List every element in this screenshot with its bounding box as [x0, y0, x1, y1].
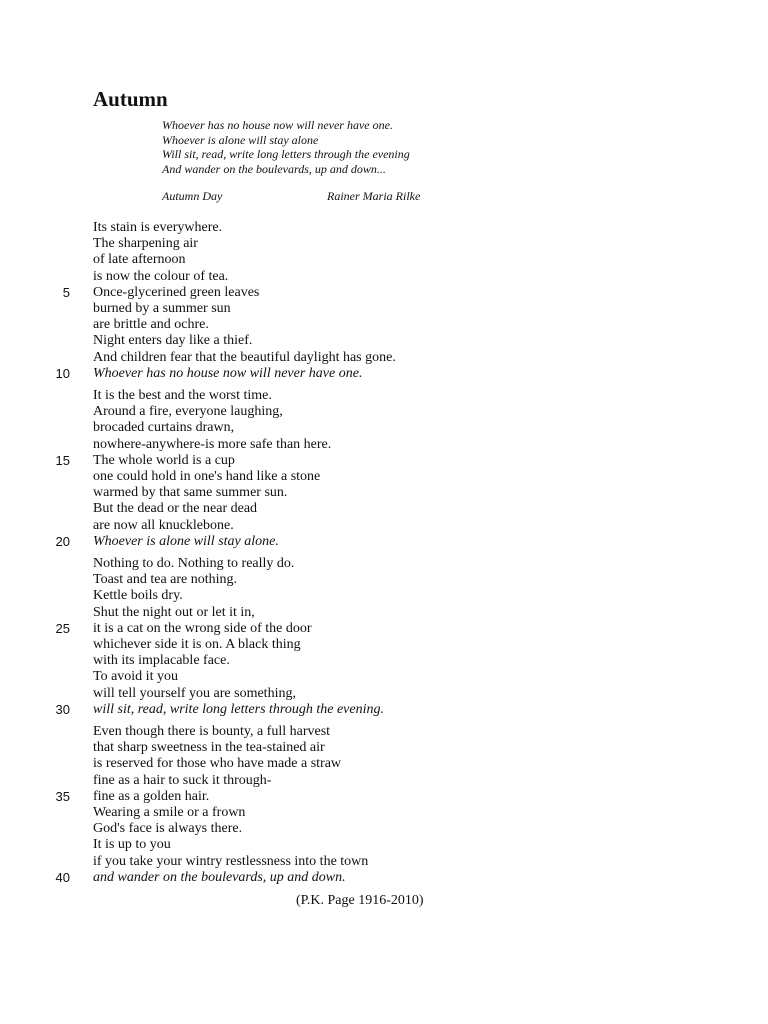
stanza-3 — [0, 556, 768, 718]
poem-line — [0, 773, 768, 789]
line-number: 25 — [55, 620, 70, 636]
line-text: if you take your wintry restlessness into the town — [93, 853, 369, 869]
line-text: To avoid it you — [93, 669, 178, 685]
epigraph-line: Whoever is alone will stay alone — [162, 132, 319, 147]
stanza-4 — [0, 724, 768, 886]
poem-line-refrain — [0, 534, 768, 550]
epigraph-line: Whoever has no house now will never have one. — [162, 118, 393, 132]
line-text: of late afternoon — [93, 252, 186, 268]
poem-line — [0, 317, 768, 333]
poem-line — [0, 420, 768, 436]
poem-line — [0, 485, 768, 501]
stanza-1 — [0, 220, 768, 382]
line-text: Night enters day like a thief. — [93, 333, 253, 349]
epigraph-work-title: Autumn Day — [162, 189, 223, 203]
poem-line — [0, 437, 768, 453]
poem-line — [0, 501, 768, 517]
line-text: is reserved for those who have made a straw — [93, 756, 342, 772]
poem-line — [0, 252, 768, 268]
line-number: 15 — [55, 452, 70, 468]
epigraph-source — [162, 189, 462, 204]
line-number: 40 — [55, 869, 70, 885]
epigraph — [162, 118, 462, 176]
line-text: that sharp sweetness in the tea-stained air — [93, 740, 325, 756]
poem-line — [0, 220, 768, 236]
line-text: fine as a golden hair. — [93, 788, 210, 804]
line-text: God's face is always there. — [93, 821, 243, 837]
poem-line — [0, 469, 768, 485]
poem-line — [0, 588, 768, 604]
poem-line — [0, 805, 768, 821]
line-number: 20 — [55, 533, 70, 549]
poem-line — [0, 333, 768, 349]
poem-line — [0, 837, 768, 853]
line-text: Toast and tea are nothing. — [93, 572, 238, 588]
line-number: 35 — [55, 788, 70, 804]
poem-line — [0, 821, 768, 837]
line-number: 5 — [62, 284, 70, 300]
line-text: with its implacable face. — [93, 653, 230, 669]
poem-line — [0, 669, 768, 685]
poem-line — [0, 269, 768, 285]
poem-line — [0, 404, 768, 420]
line-text: burned by a summer sun — [93, 300, 231, 316]
line-number: 10 — [55, 365, 70, 381]
line-text: Around a fire, everyone laughing, — [93, 404, 283, 420]
line-text: are brittle and ochre. — [93, 317, 209, 333]
line-text: But the dead or the near dead — [93, 501, 258, 517]
poem-line — [0, 621, 768, 637]
line-text: It is up to you — [93, 837, 171, 853]
poem-line — [0, 285, 768, 301]
poem-line-refrain — [0, 366, 768, 382]
line-text: The whole world is a cup — [93, 452, 235, 468]
poem-line — [0, 789, 768, 805]
line-text: is now the colour of tea. — [93, 268, 229, 284]
epigraph-author: Rainer Maria Rilke — [327, 189, 421, 203]
poem-line — [0, 653, 768, 669]
line-text: nowhere-anywhere-is more safe than here. — [93, 436, 332, 452]
line-text: will sit, read, write long letters through the evening. — [93, 701, 384, 717]
line-text: and wander on the boulevards, up and down. — [93, 869, 346, 885]
line-text: are now all knucklebone. — [93, 517, 234, 533]
poem-line — [0, 854, 768, 870]
poem-line — [0, 388, 768, 404]
epigraph-line: Will sit, read, write long letters through the evening — [162, 147, 410, 162]
line-text: brocaded curtains drawn, — [93, 420, 235, 436]
poem-line — [0, 740, 768, 756]
poem-line-refrain — [0, 870, 768, 886]
poem-line — [0, 605, 768, 621]
line-text: Whoever is alone will stay alone. — [93, 533, 279, 549]
poem-line-refrain — [0, 702, 768, 718]
stanza-2 — [0, 388, 768, 550]
line-text: warmed by that same summer sun. — [93, 485, 288, 501]
line-text: Even though there is bounty, a full harvest — [93, 724, 331, 739]
poem-line — [0, 236, 768, 252]
line-text: will tell yourself you are something, — [93, 685, 296, 701]
line-text: Whoever has no house now will never have one. — [93, 365, 363, 381]
poem-line — [0, 756, 768, 772]
line-text: Wearing a smile or a frown — [93, 804, 246, 820]
poem-title: Autumn — [93, 87, 168, 111]
poem-line — [0, 518, 768, 534]
poet-credit: (P.K. Page 1916-2010) — [296, 893, 424, 908]
line-text: it is a cat on the wrong side of the door — [93, 620, 312, 636]
poem-line — [0, 686, 768, 702]
poem-line — [0, 724, 768, 740]
line-number: 30 — [55, 701, 70, 717]
poem-line — [0, 350, 768, 366]
line-text: Its stain is everywhere. — [93, 220, 223, 235]
poem-line — [0, 637, 768, 653]
line-text: Once-glycerined green leaves — [93, 284, 260, 300]
poem-line — [0, 453, 768, 469]
line-text: Nothing to do. Nothing to really do. — [93, 556, 295, 571]
poem-line — [0, 556, 768, 572]
poem-line — [0, 572, 768, 588]
line-text: Kettle boils dry. — [93, 588, 183, 604]
line-text: And children fear that the beautiful daylight has gone. — [93, 349, 396, 365]
poem-line — [0, 301, 768, 317]
line-text: whichever side it is on. A black thing — [93, 636, 301, 652]
line-text: fine as a hair to suck it through- — [93, 772, 272, 788]
line-text: It is the best and the worst time. — [93, 388, 272, 403]
line-text: one could hold in one's hand like a stone — [93, 468, 321, 484]
line-text: The sharpening air — [93, 236, 198, 252]
epigraph-line: And wander on the boulevards, up and down... — [162, 161, 386, 176]
line-text: Shut the night out or let it in, — [93, 604, 255, 620]
